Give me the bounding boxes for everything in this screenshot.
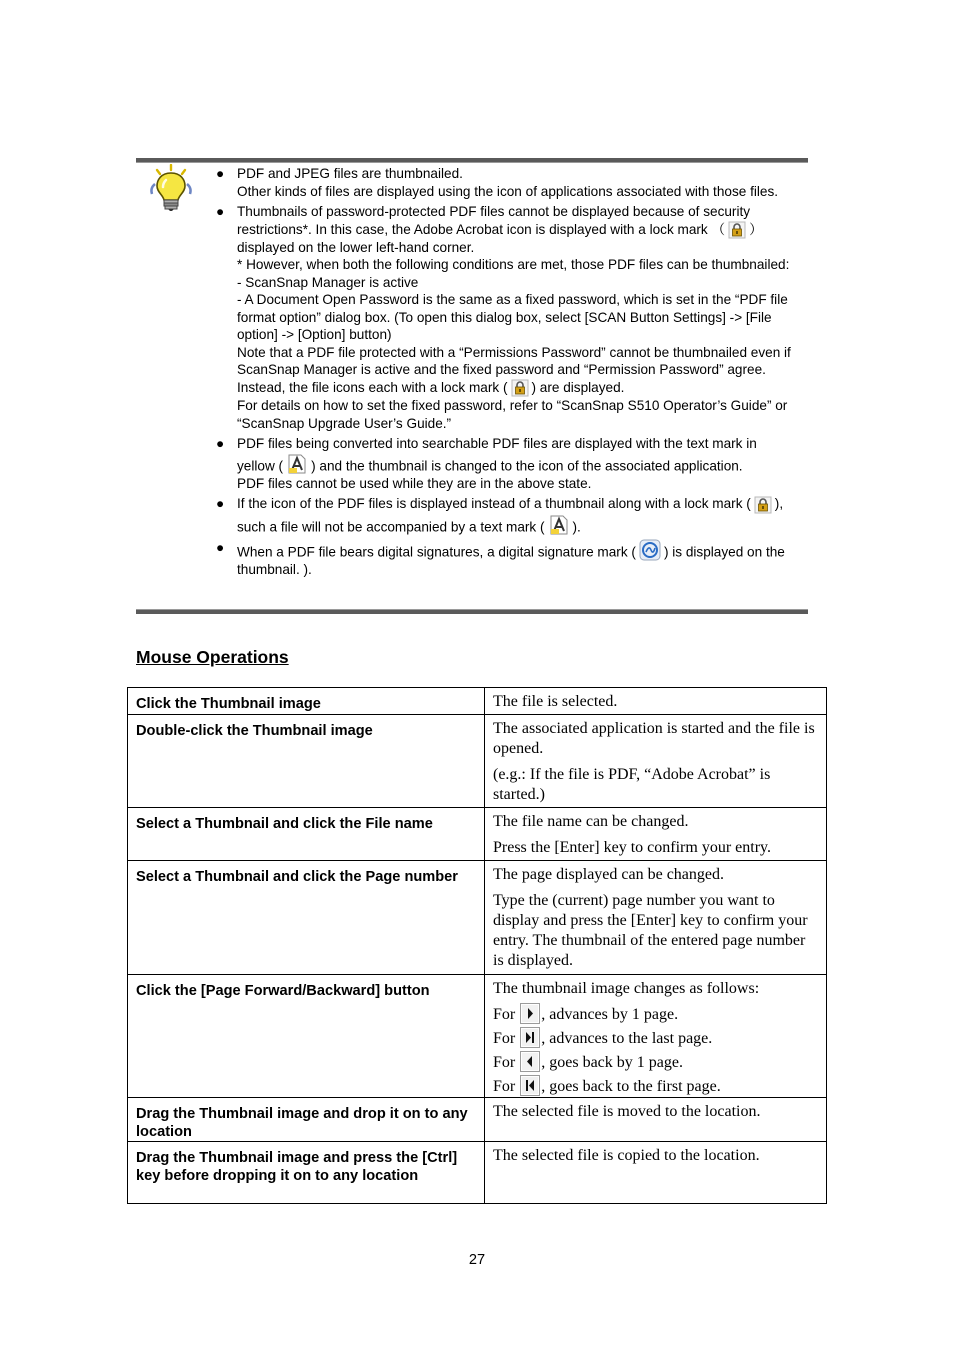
table-row (128, 715, 827, 808)
result-text: Type the (current) page number you want to display and press the [Enter] key to confirm your entry. The thumbnail of the entered page number is displayed. (493, 892, 808, 969)
hint-note-1 (216, 165, 796, 200)
result-text: (e.g.: If the file is PDF, “Adobe Acrobat” is started.) (493, 766, 771, 803)
operation-cell: Double-click the Thumbnail image (128, 715, 485, 808)
button-prefix: For (493, 1006, 516, 1023)
button-prefix: For (493, 1054, 516, 1071)
mouse-operations-table (127, 687, 827, 1204)
hint-text: ) are displayed. (531, 379, 625, 395)
operation-cell: Select a Thumbnail and click the File name (128, 808, 485, 861)
result-cell (485, 715, 827, 808)
operation-cell: Select a Thumbnail and click the Page number (128, 861, 485, 975)
result-cell (485, 1142, 827, 1204)
bullet-icon: ● (216, 436, 225, 452)
result-text: The file name can be changed. (493, 813, 689, 830)
button-description: , goes back by 1 page. (541, 1054, 683, 1071)
result-text: The page displayed can be changed. (493, 866, 725, 883)
table-row (128, 975, 827, 1098)
page-back-icon (520, 1051, 540, 1072)
lightbulb-hint-icon (148, 164, 194, 212)
text-mark-icon (548, 514, 570, 536)
hint-line: - ScanSnap Manager is active (237, 274, 419, 290)
button-prefix: For (493, 1078, 516, 1095)
button-description: , goes back to the first page. (541, 1078, 721, 1095)
hint-text: ） displayed on the lower left-hand corner. (237, 221, 763, 255)
hint-paragraph (237, 495, 796, 535)
hint-paragraph (237, 203, 796, 256)
hint-note-3 (216, 435, 796, 492)
bullet-icon: ● (216, 539, 225, 555)
hint-text: ) and the thumbnail is changed to the icon of the associated application. (311, 458, 743, 474)
table-row (128, 808, 827, 861)
hint-bottom-rule (136, 609, 808, 614)
table-row (128, 1142, 827, 1204)
hint-text: Note that a PDF file protected with a “Permissions Password” cannot be thumbnailed even if ScanSnap Manager is active and the fixed password and “Permission Password” agree. Instead, the file icons each with a lock mark ( (237, 344, 791, 395)
lock-mark-icon (754, 496, 772, 514)
hint-top-rule (136, 158, 808, 163)
hint-paragraph (237, 539, 796, 579)
page-number: 27 (468, 1252, 486, 1268)
operation-cell: Drag the Thumbnail image and press the [Ctrl] key before dropping it on to any location (128, 1142, 485, 1204)
page-button-line (493, 1003, 818, 1025)
button-prefix: For (493, 1030, 516, 1047)
hint-text: ), such a file will not be accompanied by a text mark ( (237, 496, 784, 535)
section-title: Mouse Operations (136, 647, 289, 667)
digital-signature-mark-icon (639, 539, 661, 561)
bullet-icon: ● (216, 166, 225, 181)
page-forward-icon (520, 1003, 540, 1024)
lock-mark-icon (728, 221, 746, 239)
page-first-icon (520, 1075, 540, 1096)
operation-cell: Click the [Page Forward/Backward] button (128, 975, 485, 1098)
page-button-line (493, 1051, 818, 1073)
result-text: The selected file is copied to the location. (493, 1147, 760, 1164)
table-row (128, 1098, 827, 1142)
operation-cell: Drag the Thumbnail image and drop it on to any location (128, 1098, 485, 1142)
hint-paragraph (237, 435, 796, 475)
hint-note-5 (216, 539, 796, 579)
result-cell (485, 1098, 827, 1142)
text-mark-icon (286, 453, 308, 475)
hint-paragraph (237, 344, 796, 397)
hint-line: * However, when both the following conditions are met, those PDF files can be thumbnailed: (237, 257, 790, 273)
result-cell (485, 861, 827, 975)
hint-line: For details on how to set the fixed password, refer to “ScanSnap S510 Operator’s Guide” or “ScanSnap Upgrade User’s Guide.” (237, 398, 788, 431)
hint-line: - A Document Open Password is the same as a fixed password, which is set in the “PDF file format option” dialog box. (To open this dialog box, select [SCAN Button Settings] -> [File option] -> [Option] button) (237, 292, 788, 343)
page-last-icon (520, 1027, 540, 1048)
result-text: The associated application is started and the file is opened. (493, 720, 815, 757)
lock-mark-icon (511, 379, 529, 397)
result-cell (485, 688, 827, 715)
hint-text: If the icon of the PDF files is displayed instead of a thumbnail along with a lock mark ( (237, 496, 751, 512)
hint-note-4 (216, 495, 796, 535)
bullet-icon: ● (216, 204, 225, 219)
hint-box (136, 158, 808, 614)
table-row (128, 861, 827, 975)
hint-text: ) is displayed on the thumbnail. ). (237, 544, 785, 577)
button-description: , advances by 1 page. (541, 1006, 679, 1023)
result-text: The thumbnail image changes as follows: (493, 980, 760, 997)
hint-text: When a PDF file bears digital signatures, a digital signature mark ( (237, 544, 636, 560)
hint-line: PDF and JPEG files are thumbnailed. (237, 166, 463, 181)
result-text: The selected file is moved to the location. (493, 1103, 761, 1120)
bullet-icon: ● (216, 496, 225, 512)
hint-text: ). (572, 519, 581, 535)
page-button-line (493, 1027, 818, 1049)
result-cell (485, 808, 827, 861)
result-cell (485, 975, 827, 1098)
hint-text: Thumbnails of password-protected PDF files cannot be displayed because of security restrictions*. In this case, the Adobe Acrobat icon is displayed with a lock mark （ (237, 204, 751, 237)
table-row (128, 688, 827, 715)
hint-text: PDF files being converted into searchable PDF files are displayed with the text mark in yellow ( (237, 436, 757, 474)
result-text: Press the [Enter] key to confirm your entry. (493, 839, 771, 856)
button-description: , advances to the last page. (541, 1030, 713, 1047)
operation-cell: Click the Thumbnail image (128, 688, 485, 715)
hint-line: Other kinds of files are displayed using the icon of applications associated with those files. (237, 183, 779, 199)
page-button-line (493, 1075, 818, 1097)
hint-notes (216, 165, 796, 581)
hint-note-2 (216, 203, 796, 432)
result-text: The file is selected. (493, 693, 618, 710)
hint-line: PDF files cannot be used while they are in the above state. (237, 475, 592, 491)
